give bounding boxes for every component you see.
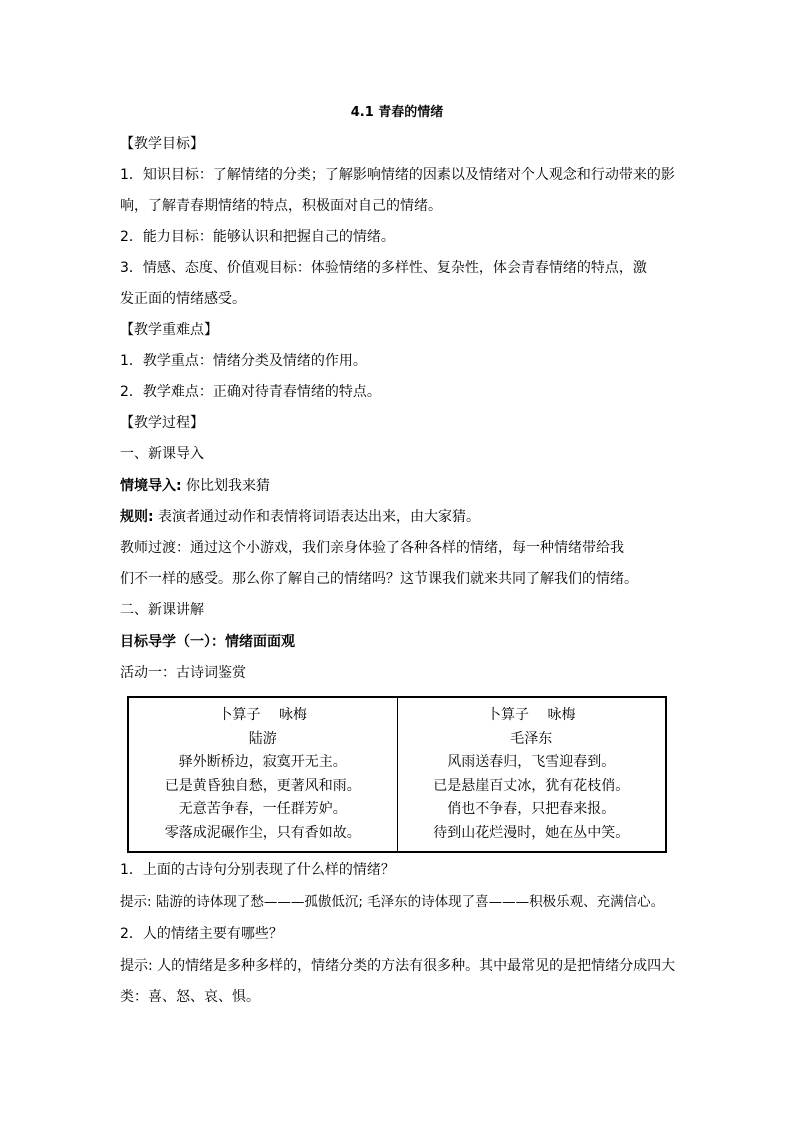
poem-line: 俏也不争春，只把春来报。 — [447, 801, 616, 817]
section-heading-goals: 【教学目标】 — [120, 136, 204, 152]
poem-line: 待到山花烂漫时，她在丛中笑。 — [433, 824, 630, 841]
poem-line: 已是黄昏独自愁，更著风和雨。 — [164, 777, 361, 794]
hint-1: 提示: 陆游的诗体现了愁———孤傲低沉; 毛泽东的诗体现了喜———积极乐观、充满信心。 — [120, 894, 665, 910]
poem-cell-maozedong — [397, 697, 666, 852]
poem-line: 已是悬崖百丈冰，犹有花枝俏。 — [433, 777, 630, 794]
rule-text: 表演者通过动作和表情将词语表达出来，由大家猜。 — [153, 509, 481, 525]
question-1: 1．上面的古诗句分别表现了什么样的情绪？ — [120, 862, 395, 878]
question-2: 2．人的情绪主要有哪些？ — [120, 926, 283, 942]
goal-ability: 2．能力目标：能够认识和把握自己的情绪。 — [120, 229, 395, 245]
poem-title: 卜算子 咏梅 — [487, 707, 576, 723]
goal-attitude-line1: 3．情感、态度、价值观目标：体验情绪的多样性、复杂性，体会青春情绪的特点，激 — [120, 260, 647, 276]
subsection-intro: 一、新课导入 — [120, 446, 204, 462]
target-heading: 目标导学（一）：情绪面面观 — [120, 634, 295, 650]
rule-label: 规则: — [120, 509, 154, 525]
poem-line: 驿外断桥边，寂寞开无主。 — [178, 754, 347, 770]
poem-author: 毛泽东 — [510, 730, 553, 747]
poem-line: 风雨送春归，飞雪迎春到。 — [447, 754, 616, 770]
poem-cell-luyou — [128, 697, 397, 852]
scenario-text: 你比划我来猜 — [181, 478, 271, 494]
teacher-transition-line2: 们不一样的感受。那么你了解自己的情绪吗？这节课我们就来共同了解我们的情绪。 — [120, 571, 638, 587]
poems-table — [127, 696, 667, 853]
rule-line — [120, 507, 480, 527]
poem-line: 零落成泥碾作尘，只有香如故。 — [164, 824, 361, 841]
poem-title: 卜算子 咏梅 — [218, 707, 307, 723]
key-point: 1．教学重点：情绪分类及情绪的作用。 — [120, 353, 367, 369]
difficult-point: 2．教学难点：正确对待青春情绪的特点。 — [120, 384, 381, 400]
goal-knowledge-line1: 1．知识目标：了解情绪的分类；了解影响情绪的因素以及情绪对个人观念和行动带来的影 — [120, 167, 675, 183]
activity-heading: 活动一：古诗词鉴赏 — [120, 665, 246, 681]
hint-2-line2: 类：喜、怒、哀、惧。 — [120, 989, 260, 1005]
goal-knowledge-line2: 响，了解青春期情绪的特点，积极面对自己的情绪。 — [120, 198, 442, 214]
subsection-new-lesson: 二、新课讲解 — [120, 602, 204, 618]
scenario-intro — [120, 476, 270, 496]
goal-attitude-line2: 发正面的情绪感受。 — [120, 291, 246, 307]
scenario-label: 情境导入: — [120, 478, 182, 494]
section-heading-keypoints: 【教学重难点】 — [120, 322, 218, 338]
hint-2-line1: 提示: 人的情绪是多种多样的，情绪分类的方法有很多种。其中最常见的是把情绪分成四大 — [120, 958, 676, 974]
poem-author: 陆游 — [248, 730, 277, 747]
section-heading-process: 【教学过程】 — [120, 415, 204, 431]
teacher-transition-line1: 教师过渡：通过这个小游戏，我们亲身体验了各种各样的情绪，每一种情绪带给我 — [120, 540, 624, 556]
poem-line: 无意苦争春，一任群芳妒。 — [178, 801, 347, 817]
document-title: 4.1 青春的情绪 — [350, 105, 444, 120]
